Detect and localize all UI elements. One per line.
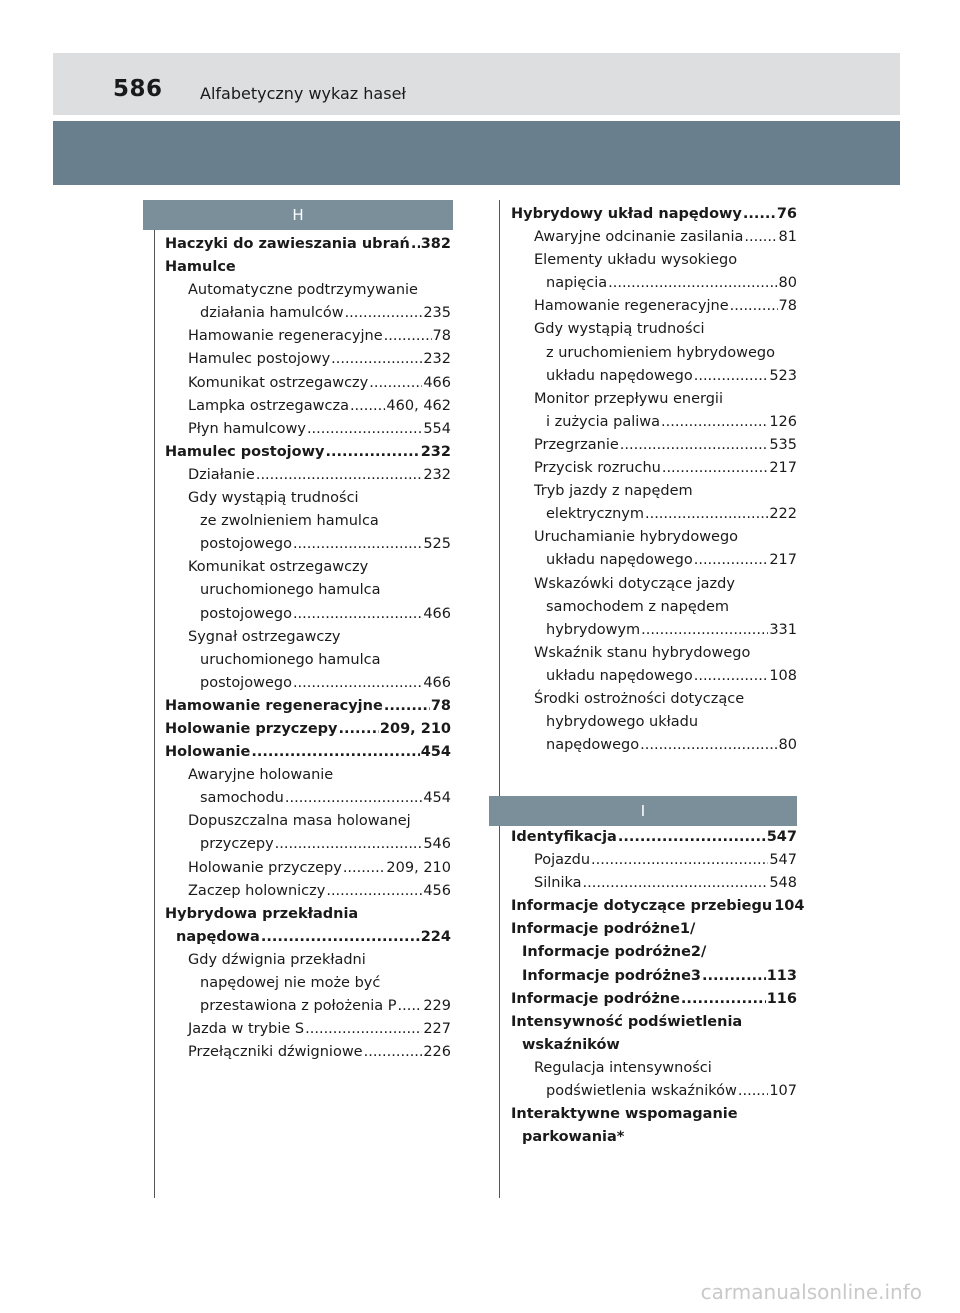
index-entry: Informacje podróżne2/ [522, 944, 707, 961]
index-entry [165, 787, 451, 810]
index-entry: Gdy wystąpią trudności [534, 321, 705, 338]
index-entry: hybrydowego układu [546, 714, 699, 731]
dot-leader [364, 1041, 423, 1064]
dot-leader [251, 741, 419, 764]
index-entry: Gdy wystąpią trudności [188, 490, 359, 507]
index-entry: Sygnał ostrzegawczy [188, 628, 341, 645]
index-entry [165, 1041, 451, 1064]
index-entry: napędowej nie może być [200, 975, 381, 991]
index-entry: Komunikat ostrzegawczy [188, 559, 369, 576]
index-entry [165, 441, 451, 464]
index-entry [165, 926, 451, 949]
index-entry [165, 348, 451, 371]
index-entry-text: Informacje dotyczące przebiegu [511, 898, 773, 915]
index-entry-text: elektrycznym [546, 506, 644, 523]
index-entry-text: Hamowanie regeneracyjne [165, 697, 383, 714]
index-entry [511, 434, 797, 457]
index-entry: uruchomionego hamulca [200, 651, 381, 668]
index-entry-page: 229 [423, 998, 451, 1015]
index-entry-text: Hybrydowy układ napędowy [511, 206, 742, 222]
index-entry-page: 78 [778, 298, 797, 315]
dot-leader [730, 295, 778, 318]
dot-leader [384, 695, 430, 718]
dot-leader [591, 849, 768, 872]
dot-leader [694, 665, 769, 688]
index-entry [165, 741, 451, 764]
dot-leader [293, 533, 422, 556]
index-entry-page: 226 [423, 1044, 451, 1061]
left-index-column [165, 233, 451, 1064]
index-entry-text: napięcia [546, 275, 608, 292]
index-entry-text: postojowego [200, 605, 292, 622]
index-entry-page: 224 [420, 928, 451, 945]
index-entry: samochodem z napędem [546, 598, 729, 615]
index-entry-page: 126 [769, 413, 797, 430]
index-entry: Gdy dźwignia przekładni [188, 951, 366, 968]
dot-leader [618, 826, 766, 849]
index-entry [511, 895, 805, 918]
index-entry-page: 466 [423, 674, 451, 691]
dot-leader [293, 672, 422, 695]
index-entry [165, 372, 451, 395]
dot-leader [343, 857, 386, 880]
index-entry [165, 833, 451, 856]
index-entry-text: podświetlenia wskaźników [546, 1083, 737, 1100]
index-entry-page: 107 [769, 1083, 797, 1100]
index-entry-text: układu napędowego [546, 367, 693, 384]
dot-leader [702, 965, 766, 988]
index-entry-text: Hamulec postojowy [165, 443, 325, 460]
index-entry-text: Komunikat ostrzegawczy [188, 374, 369, 391]
index-entry-page: 232 [423, 466, 451, 483]
index-entry-page: 460, 462 [386, 397, 451, 414]
index-entry-page: 232 [423, 351, 451, 368]
dot-leader [641, 619, 768, 642]
index-entry: Automatyczne podtrzymywanie [188, 282, 418, 299]
index-entry [511, 619, 797, 642]
index-entry-page: 78 [432, 328, 451, 345]
right-index-column-i [511, 826, 805, 1149]
dot-leader [307, 418, 422, 441]
index-entry: z uruchomieniem hybrydowego [546, 344, 775, 361]
index-entry [511, 965, 797, 988]
dot-leader [681, 988, 766, 1011]
dot-leader [694, 365, 769, 388]
index-entry-text: przestawiona z położenia P [200, 998, 397, 1015]
index-entry-text: Haczyki do zawieszania ubrań [165, 236, 410, 252]
index-entry [511, 849, 797, 872]
index-entry-text: Holowanie przyczepy [165, 720, 338, 737]
dot-leader [694, 549, 769, 572]
dot-leader [345, 302, 423, 325]
index-entry [165, 857, 451, 880]
index-entry-page: 104 [774, 898, 805, 915]
dot-leader [325, 441, 419, 464]
index-entry-text: Lampka ostrzegawcza [188, 397, 349, 414]
index-entry-text: Płyn hamulcowy [188, 420, 306, 437]
dot-leader [326, 880, 422, 903]
index-entry-text: Informacje podróżne [511, 990, 680, 1007]
dot-leader [384, 325, 432, 348]
index-entry: Informacje podróżne1/ [511, 921, 696, 938]
dot-leader [369, 372, 422, 395]
index-entry-text: Przycisk rozruchu [534, 460, 661, 477]
index-entry-text: Hamowanie regeneracyjne [534, 298, 729, 315]
dot-leader [662, 457, 768, 480]
index-entry [165, 233, 451, 256]
index-entry-page: 546 [423, 836, 451, 853]
index-entry-text: Działanie [188, 466, 255, 483]
dot-leader [620, 434, 769, 457]
page-title: Alfabetyczny wykaz haseł [200, 84, 406, 103]
index-entry: wskaźników [522, 1036, 620, 1053]
dot-leader [640, 734, 777, 757]
index-entry [511, 203, 797, 226]
dot-leader [331, 348, 422, 371]
index-entry-text: działania hamulców [200, 305, 344, 322]
index-entry [511, 365, 797, 388]
index-entry-text: i zużycia paliwa [546, 413, 661, 430]
index-entry [165, 395, 451, 418]
index-entry-page: 80 [778, 275, 797, 292]
header-band [53, 53, 900, 115]
index-entry: Środki ostrożności dotyczące [534, 690, 745, 707]
section-header-h: H [143, 200, 453, 230]
index-entry-text: postojowego [200, 536, 292, 553]
index-entry-text: napędowa [176, 928, 260, 945]
index-entry-page: 331 [769, 621, 797, 638]
index-entry: Hybrydowa przekładnia [165, 905, 359, 922]
index-entry-text: hybrydowym [546, 621, 641, 638]
index-entry-page: 209, 210 [386, 859, 451, 876]
index-entry-page: 548 [769, 875, 797, 892]
index-entry [165, 1018, 451, 1041]
watermark: carmanualsonline.info [700, 1280, 922, 1304]
column-rule-right [499, 200, 500, 1198]
dot-leader [583, 872, 769, 895]
index-entry-page: 80 [778, 737, 797, 754]
index-entry [165, 603, 451, 626]
index-entry-text: Hamowanie regeneracyjne [188, 328, 383, 345]
dot-leader [743, 203, 776, 226]
right-index-column-h [511, 203, 797, 757]
index-entry [511, 1080, 797, 1103]
index-entry [165, 302, 451, 325]
index-entry [511, 549, 797, 572]
index-entry-text: Awaryjne odcinanie zasilania [534, 229, 744, 246]
index-entry-page: 217 [769, 552, 797, 569]
index-entry-page: 547 [766, 829, 797, 845]
index-entry-text: napędowego [546, 737, 640, 754]
index-entry [511, 826, 797, 849]
index-entry-page: 454 [420, 744, 451, 761]
index-entry-page: 232 [420, 443, 451, 460]
index-entry-text: układu napędowego [546, 667, 693, 684]
index-entry: Wskaźnik stanu hybrydowego [534, 644, 751, 661]
index-entry [511, 665, 797, 688]
index-entry-page: 81 [778, 229, 797, 246]
column-rule-left [154, 200, 155, 1198]
index-entry: Dopuszczalna masa holowanej [188, 813, 411, 830]
index-entry-page: 227 [423, 1021, 451, 1038]
index-entry-page: 116 [766, 990, 797, 1007]
index-entry-page: 113 [766, 967, 797, 984]
index-entry-text: Informacje podróżne3 [522, 967, 701, 984]
index-entry [511, 734, 797, 757]
index-entry-page: 382 [420, 236, 451, 252]
index-entry: Monitor przepływu energii [534, 390, 723, 407]
dot-leader [398, 995, 423, 1018]
index-entry [511, 226, 797, 249]
index-entry: Tryb jazdy z napędem [534, 483, 693, 500]
index-entry [511, 295, 797, 318]
index-entry [165, 695, 451, 718]
index-entry: Wskazówki dotyczące jazdy [534, 575, 735, 592]
index-entry [165, 325, 451, 348]
index-entry-page: 209, 210 [379, 720, 451, 737]
index-entry [511, 457, 797, 480]
dot-leader [305, 1018, 422, 1041]
index-entry-text: Identyfikacja [511, 829, 617, 845]
index-entry-page: 547 [769, 852, 797, 869]
index-entry-page: 535 [769, 436, 797, 453]
index-entry-page: 76 [776, 206, 797, 222]
dot-leader [256, 464, 422, 487]
dot-leader [285, 787, 422, 810]
section-banner [53, 121, 900, 185]
index-entry: Regulacja intensywności [534, 1059, 712, 1076]
index-entry: Intensywność podświetlenia [511, 1013, 743, 1030]
index-entry-page: 78 [430, 697, 451, 714]
index-entry-text: Hamulec postojowy [188, 351, 331, 368]
index-entry [511, 272, 797, 295]
index-entry-page: 525 [423, 536, 451, 553]
index-entry-text: Silnika [534, 875, 582, 892]
index-entry: parkowania* [522, 1129, 625, 1146]
index-entry-text: postojowego [200, 674, 292, 691]
dot-leader [661, 411, 768, 434]
dot-leader [293, 603, 422, 626]
index-entry [165, 880, 451, 903]
index-entry [165, 718, 451, 741]
index-entry-text: Holowanie przyczepy [188, 859, 342, 876]
index-entry-text: Przegrzanie [534, 436, 619, 453]
index-entry-page: 466 [423, 374, 451, 391]
index-entry-text: układu napędowego [546, 552, 693, 569]
index-entry-page: 456 [423, 882, 451, 899]
index-entry [165, 533, 451, 556]
dot-leader [645, 503, 768, 526]
index-entry-page: 108 [769, 667, 797, 684]
index-entry-text: Przełączniki dźwigniowe [188, 1044, 363, 1061]
index-entry-text: Jazda w trybie S [188, 1021, 305, 1038]
index-entry: uruchomionego hamulca [200, 582, 381, 599]
dot-leader [608, 272, 777, 295]
index-entry-page: 466 [423, 605, 451, 622]
index-entry-page: 217 [769, 460, 797, 477]
dot-leader [261, 926, 420, 949]
index-entry [165, 418, 451, 441]
index-entry-page: 523 [769, 367, 797, 384]
index-entry-page: 222 [769, 506, 797, 523]
index-entry: Hamulce [165, 259, 236, 276]
index-entry-page: 454 [423, 790, 451, 807]
index-entry-text: Zaczep holowniczy [188, 882, 326, 899]
index-entry: Interaktywne wspomaganie [511, 1106, 738, 1123]
dot-leader [350, 395, 385, 418]
dot-leader [275, 833, 423, 856]
dot-leader [744, 226, 777, 249]
dot-leader [411, 233, 420, 256]
index-entry [165, 672, 451, 695]
index-entry [511, 503, 797, 526]
index-entry-page: 235 [423, 305, 451, 322]
index-entry: Elementy układu wysokiego [534, 252, 738, 269]
index-entry: Awaryjne holowanie [188, 767, 334, 784]
index-entry-text: przyczepy [200, 836, 274, 853]
section-header-i: I [489, 796, 797, 826]
index-entry [511, 872, 797, 895]
page-number: 586 [113, 76, 163, 102]
index-entry-page: 554 [423, 420, 451, 437]
index-entry [511, 988, 797, 1011]
index-entry [165, 464, 451, 487]
index-entry-text: Pojazdu [534, 852, 591, 869]
index-entry: Uruchamianie hybrydowego [534, 529, 739, 546]
index-entry-text: Holowanie [165, 744, 251, 761]
dot-leader [339, 718, 379, 741]
index-entry-text: samochodu [200, 790, 284, 807]
dot-leader [738, 1080, 768, 1103]
index-entry [165, 995, 451, 1018]
index-entry: ze zwolnieniem hamulca [200, 513, 379, 530]
index-entry [511, 411, 797, 434]
